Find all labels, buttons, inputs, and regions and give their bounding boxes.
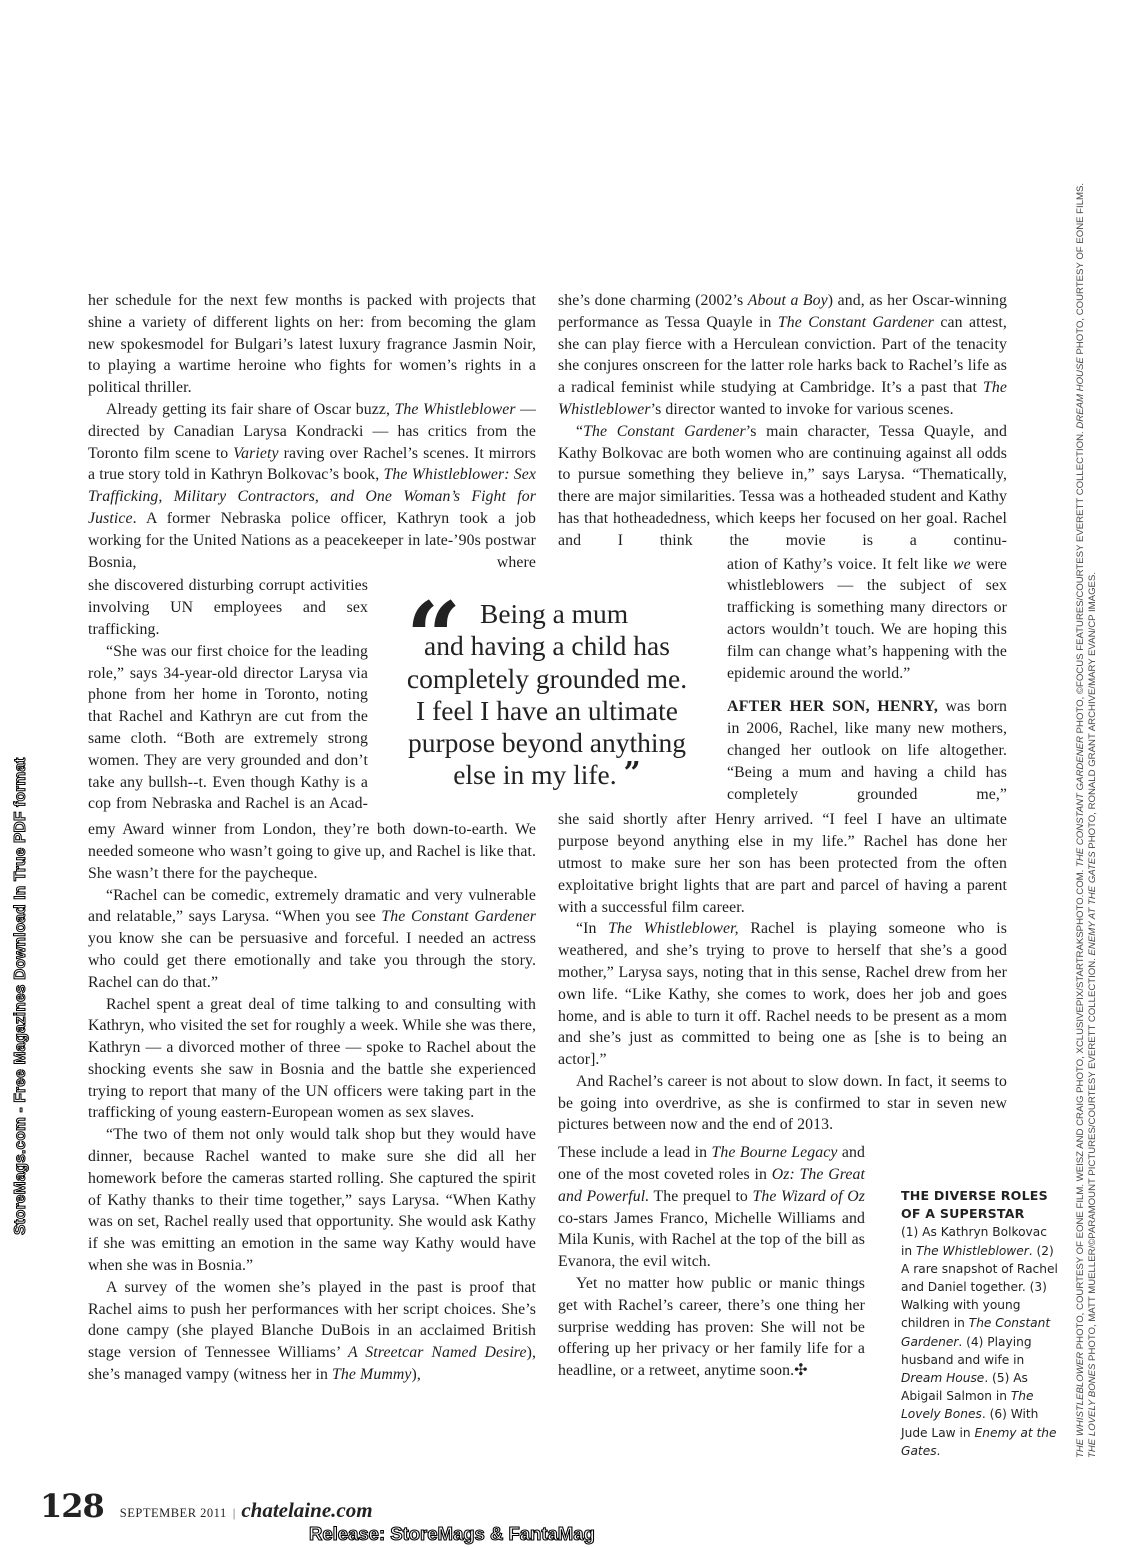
- photo-captions-sidebar: [901, 1187, 1061, 1460]
- text-run: and one of the most coveted roles in: [558, 1144, 865, 1184]
- bold-lead-in: AFTER HER SON, HENRY,: [727, 698, 939, 716]
- photo-credits-line: [1087, 233, 1099, 1458]
- article-column-left-narrow: [88, 575, 368, 815]
- italic-text: The Constant Gardener: [381, 908, 536, 926]
- release-watermark: Release: StoreMags & FantaMag: [309, 1523, 595, 1544]
- article-paragraph: [727, 696, 1007, 805]
- italic-text: The Whistleblower: [558, 379, 1007, 418]
- pull-quote-line: Being a mum: [480, 598, 629, 629]
- page-number: 128: [40, 1487, 104, 1525]
- text-run: ation of Kathy’s voice. It felt like: [727, 555, 953, 573]
- article-column-right-narrow: [727, 554, 1007, 806]
- text-run: she discovered disturbing corrupt activities involving UN employees and sex trafficking.: [88, 577, 368, 638]
- article-paragraph: [88, 290, 536, 399]
- text-run: — directed by Canadian Larysa Kondracki — has critics from the Toronto film scene to: [88, 400, 537, 462]
- text-run: were whistleblowers — the subject of sex trafficking is something many directors or actors wouldn’t touch. We are hoping this film can change what’s happening with the epidemic around the world.”: [727, 555, 1007, 682]
- text-run: emy Award winner from London, they’re both down-to-earth. We needed someone who wasn’t going to give up, and Rachel is like that. She wasn’t there for the paycheque.: [88, 821, 536, 882]
- article-column-right-middle: [558, 809, 1007, 1136]
- italic-text: About a Boy: [747, 292, 828, 309]
- text-run: you know she can be persuasive and forceful. I needed an actress who could get there emotionally and take you through the story. Rachel can do that.”: [88, 930, 536, 991]
- article-left-column: [88, 290, 536, 1386]
- pull-quote-line: completely grounded me.: [406, 662, 688, 694]
- italic-text: A Streetcar Named Desire: [348, 1344, 527, 1362]
- text-run: . (6) With Jude Law in: [901, 1407, 1039, 1440]
- text-run: “In: [576, 920, 609, 938]
- text-run: “Rachel can be comedic, extremely dramatic and very vulnerable and relatable,” says Larysa. “When you see: [88, 886, 536, 926]
- article-paragraph: [88, 1277, 536, 1386]
- article-paragraph: [558, 1071, 1007, 1136]
- text-run: And Rachel’s career is not about to slow down. In fact, it seems to be going into overdrive, as she is confirmed to star in seven new pictures between now and the end of 2013.: [558, 1072, 1007, 1134]
- italic-text: The Constant Gardener: [777, 313, 935, 331]
- italic-text: The Whistleblower: [394, 400, 516, 418]
- pull-quote: [384, 581, 710, 792]
- article-paragraph: [558, 918, 1007, 1071]
- italic-text: THE LOVELY BONES: [1087, 1363, 1098, 1458]
- pull-quote-line: else in my life.: [453, 759, 617, 791]
- text-run: “The two of them not only would talk shop but they would have dinner, because Rachel wanted to make sure she did all her homework before the cameras started rolling. She captured the spirit of Kathy thanks to their time together,” says Larysa. “When Kathy was on set, Rachel really used that opportunity. She would ask Kathy if she was emitting an emotion in the same way Kathy would have when she was in Bosnia.”: [88, 1126, 536, 1275]
- text-run: her schedule for the next few months is packed with projects that shine a variety of different lights on her: from becoming the glam new spokesmodel for Bulgari’s latest luxury fragrance Jasmin Noir, to playing a wartime heroine who fights for women’s rights in a political thriller.: [88, 292, 536, 397]
- article-column-left-bottom: [88, 819, 536, 1386]
- article-paragraph: [727, 554, 1007, 685]
- italic-text: Oz: The Great and Powerful.: [558, 1166, 865, 1205]
- text-run: PHOTO, RONALD GRANT ARCHIVE/MARY EVAN/CP IMAGES.: [1087, 572, 1098, 852]
- italic-text: THE WHISTLEBLOWER: [1075, 1351, 1086, 1458]
- italic-text: The Whistleblower,: [608, 920, 739, 938]
- article-paragraph: [558, 1142, 865, 1273]
- photo-credits-line: [1075, 182, 1087, 1458]
- italic-text: The Whistleblower: Sex Trafficking, Military Contractors, and One Woman’s Fight for Justice: [88, 466, 536, 527]
- italic-text: The Constant Gardener: [583, 422, 746, 440]
- article-paragraph: [88, 575, 368, 640]
- italic-text: THE CONSTANT GARDENER: [1075, 736, 1086, 867]
- article-paragraph: [88, 1124, 536, 1277]
- website-link[interactable]: chatelaine.com: [241, 1498, 373, 1522]
- text-run: ), she’s managed vampy (witness her in: [88, 1344, 536, 1384]
- text-run: . A former Nebraska police officer, Kathryn took a job working for the United Nations as a peacekeeper in late-’90s postwar Bosnia, where: [88, 509, 536, 571]
- pull-quote-line: I feel I have an ultimate: [416, 694, 678, 726]
- text-run: PHOTO, COURTESY OF EONE FILMS.: [1075, 182, 1086, 358]
- text-run: she’s done charming (2002’s: [558, 292, 748, 309]
- italic-text: DREAM HOUSE: [1075, 357, 1086, 429]
- article-column-left-top: [88, 290, 536, 573]
- text-run: Rachel spent a great deal of time talking to and consulting with Kathryn, who visited the set for roughly a week. While she was there, Kathryn — a divorced mother of three — spoke to Rachel about the shocking events she saw in Bosnia and the battle she experienced trying to report that many of the UN officers were taking part in the trafficking of young eastern-European women as sex slaves.: [88, 995, 536, 1122]
- italic-text: The Mummy: [332, 1366, 412, 1384]
- issue-date: SEPTEMBER 2011: [119, 1506, 227, 1520]
- italic-text: Dream House: [901, 1371, 985, 1386]
- text-run: Already getting its fair share of Oscar buzz,: [106, 400, 395, 418]
- italic-text: The Whistleblower: [916, 1243, 1029, 1258]
- photo-credits: [1075, 182, 1099, 1458]
- article-paragraph: [88, 399, 536, 573]
- article-paragraph: [558, 809, 1007, 918]
- article-paragraph: [88, 885, 536, 994]
- text-run: ) and, as her Oscar-winning performance as Tessa Quayle in: [558, 292, 1007, 331]
- article-column-right-bottom: [558, 1142, 865, 1382]
- sidebar-heading: THE DIVERSE ROLES OF A SUPERSTAR: [901, 1188, 1048, 1222]
- article-paragraph: [558, 1273, 865, 1382]
- side-watermark: StoreMags.com - Free Magazines Download In True PDF format: [12, 757, 29, 1235]
- text-run: raving over Rachel’s scenes. It mirrors a true story told in Kathryn Bolkovac’s book,: [88, 444, 536, 484]
- text-run: . (5) As Abigail Salmon in: [901, 1371, 1028, 1404]
- italic-text: Variety: [233, 444, 279, 462]
- text-run: she said shortly after Henry arrived. “I feel I have an ultimate purpose beyond anything else in my life.” Rachel has done her utmost to make sure her son has been protected from the often exploitative bright lights that are part and parcel of having a parent with a successful film career.: [558, 811, 1007, 916]
- article-paragraph: [88, 994, 536, 1125]
- text-run: A survey of the women she’s played in the past is proof that Rachel aims to push her performances with her script choices. She’s done campy (she played Blanche DuBois in an acclaimed British stage version of Tennessee Williams’: [88, 1278, 536, 1362]
- article-paragraph: [88, 819, 536, 884]
- pull-quote-line: and having a child has: [424, 630, 670, 662]
- text-run: ’s main character, Tessa Quayle, and Kathy Bolkovac are both women who are continuing against all odds to pursue something they believe in,” says Larysa. “Thematically, there are major similarities. Tessa was a hotheaded student and Kathy has that hotheadedness, which keeps her focused on her goal. Rachel and I think the movie is a continu-: [558, 422, 1007, 549]
- italic-text: ENEMY AT THE GATES: [1087, 851, 1098, 956]
- article-column-right-top: [558, 290, 1007, 552]
- text-run: co-stars James Franco, Michelle Williams and Mila Kunis, with Rachel at the top of the bill as Evanora, the evil witch.: [558, 1209, 865, 1271]
- text-run: PHOTO, COURTESY OF EONE FILM. WEISZ AND CRAIG PHOTO, XCLUSIVEPIX/STARTRAKSPHOTO.COM.: [1075, 866, 1086, 1352]
- text-run: (1) As Kathryn Bolkovac in: [901, 1225, 1047, 1258]
- italic-text: we: [952, 555, 971, 573]
- text-run: was born in 2006, Rachel, like many new mothers, changed her outlook on life altogether. “Being a mum and having a child has completely grounded me,”: [727, 698, 1007, 803]
- italic-text: The Wizard of Oz: [752, 1187, 865, 1205]
- page-footer: [40, 1487, 373, 1525]
- open-quote-mark: “: [406, 581, 462, 694]
- text-run: can attest, she can play fierce with a Herculean conviction. Part of the tenacity she conjures onscreen for the latter role harks back to Rachel’s life as a radical feminist while studying at Cambridge. It’s a past that: [558, 313, 1007, 397]
- article-paragraph: [558, 290, 1007, 421]
- text-run: The prequel to: [649, 1187, 753, 1205]
- text-run: .: [936, 1443, 941, 1458]
- text-run: PHOTO, MATT MUELLER/©PARAMOUNT PICTURES/COURTESY EVERETT COLLECTION.: [1087, 955, 1098, 1364]
- text-run: . (4) Playing husband and wife in: [901, 1334, 1032, 1367]
- sidebar-captions: [901, 1223, 1061, 1460]
- text-run: . (2) A rare snapshot of Rachel and Daniel together. (3) Walking with young children in: [901, 1243, 1058, 1331]
- italic-text: Enemy at the Gates: [901, 1425, 1057, 1458]
- italic-text: The Lovely Bones: [901, 1389, 1034, 1422]
- article-paragraph: [558, 421, 1007, 552]
- pull-quote-line: purpose beyond anything: [407, 727, 686, 759]
- text-run: Rachel is playing someone who is weathered, and she’s trying to prove to herself that she’s a good mother,” Larysa says, noting that in this sense, Rachel drew from her own life. “Like Kathy, she comes to work, does her job and goes home, and is able to turn it off. Rachel needs to be present as a mom and she’s just as committed to being one as [she is to being an actor].”: [558, 920, 1007, 1069]
- text-run: ’s director wanted to invoke for various scenes.: [650, 400, 954, 418]
- text-run: These include a lead in: [558, 1144, 712, 1162]
- italic-text: The Bourne Legacy: [711, 1144, 838, 1162]
- italic-text: The Constant Gardener: [901, 1316, 1051, 1349]
- text-run: “: [576, 422, 584, 440]
- text-run: “She was our first choice for the leading role,” says 34-year-old director Larysa via phone from her home in Toronto, noting that Rachel and Kathryn are cut from the same cloth. “Both are extremely strong women. They are very grounded and don’t take any bullsh--t. Even though Kathy is a cop from Nebraska and Rachel is an Acad-: [88, 642, 368, 813]
- text-run: ),: [411, 1366, 421, 1384]
- text-run: Yet no matter how public or manic things get with Rachel’s career, there’s one thing her surprise wedding has proven: She will not be offering up her privacy or her family life for a headline, or a retweet, anytime soon.✣: [558, 1275, 865, 1380]
- article-paragraph: [88, 641, 368, 815]
- close-quote-mark: ”: [623, 756, 641, 792]
- footer-separator: |: [232, 1505, 236, 1520]
- text-run: PHOTO, ©FOCUS FEATURES/COURTESY EVERETT COLLECTION.: [1075, 428, 1086, 737]
